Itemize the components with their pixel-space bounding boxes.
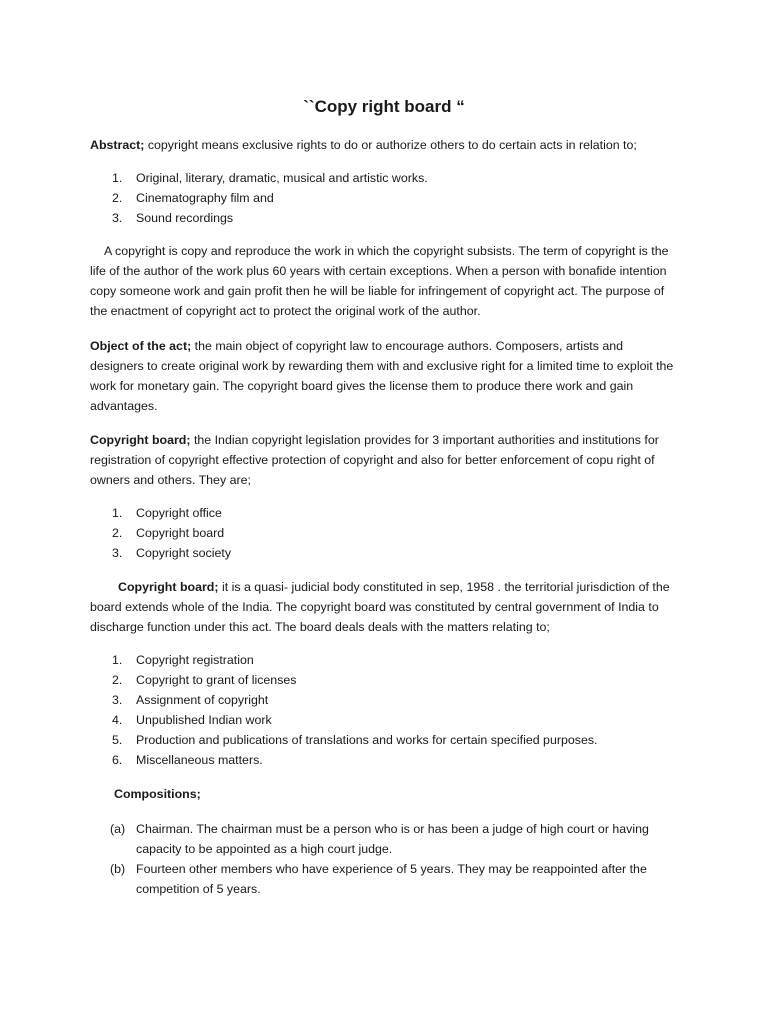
list-item <box>90 690 680 710</box>
list-item <box>90 710 680 730</box>
board-detail-heading: Copyright board; <box>118 580 219 594</box>
authorities-list <box>90 503 680 563</box>
object-heading: Object of the act; <box>90 339 192 353</box>
list-item <box>90 208 680 228</box>
list-item <box>90 670 680 690</box>
abstract-heading: Abstract; <box>90 138 145 152</box>
list-item <box>90 859 680 899</box>
list-item-text: Unpublished Indian work <box>136 713 272 727</box>
list-item-number: 5. <box>112 733 123 747</box>
list-item <box>90 730 680 750</box>
object-paragraph <box>90 336 680 416</box>
list-item-text: Miscellaneous matters. <box>136 753 263 767</box>
document-title: ``Copy right board “ <box>303 97 465 116</box>
list-item-number: 2. <box>112 191 123 205</box>
list-item-text: Original, literary, dramatic, musical and artistic works. <box>136 171 428 185</box>
list-item-number: (b) <box>110 862 126 876</box>
list-item-text: Chairman. The chairman must be a person who is or has been a judge of high court or having capacity to be appointed as a high court judge. <box>136 822 649 856</box>
list-item <box>90 750 680 770</box>
list-item-number: 1. <box>112 653 123 667</box>
list-item <box>90 650 680 670</box>
object-text: the main object of copyright law to encourage authors. Composers, artists and designers to create original work by rewarding them with and exclusive right for a limited time to exploit the work for monetary gain. The copyright board gives the license them to produce there work and gain advantages. <box>90 339 674 413</box>
abstract-text: copyright means exclusive rights to do or authorize others to do certain acts in relation to; <box>144 138 637 152</box>
list-item-text: Copyright to grant of licenses <box>136 673 297 687</box>
list-item-number: 6. <box>112 753 123 767</box>
list-item-number: (a) <box>110 822 126 836</box>
compositions-heading: Compositions; <box>114 787 201 801</box>
list-item-text: Copyright office <box>136 506 222 520</box>
list-item <box>90 543 680 563</box>
list-item <box>90 168 680 188</box>
list-item-text: Copyright registration <box>136 653 254 667</box>
list-item-number: 4. <box>112 713 123 727</box>
list-item-text: Production and publications of translations and works for certain specified purposes. <box>136 733 598 747</box>
list-item <box>90 819 680 859</box>
list-item-text: Copyright society <box>136 546 232 560</box>
board-detail-paragraph <box>90 577 680 637</box>
compositions-list <box>90 819 680 899</box>
list-item-number: 1. <box>112 506 123 520</box>
list-item <box>90 523 680 543</box>
abstract-paragraph <box>90 135 680 155</box>
abstract-body-paragraph: A copyright is copy and reproduce the work in which the copyright subsists. The term of copyright is the life of the author of the work plus 60 years with certain exceptions. When a person with bonafide intention copy someone work and gain profit then he will be liable for infringement of copyright act. The purpose of the enactment of copyright act to protect the original work of the author. <box>90 244 669 318</box>
list-item-text: Cinematography film and <box>136 191 274 205</box>
list-item-text: Assignment of copyright <box>136 693 269 707</box>
list-item <box>90 188 680 208</box>
board-intro-heading: Copyright board; <box>90 433 191 447</box>
list-item-number: 1. <box>112 171 123 185</box>
list-item-text: Copyright board <box>136 526 225 540</box>
list-item-text: Fourteen other members who have experience of 5 years. They may be reappointed after the competition of 5 years. <box>136 862 647 896</box>
list-item-number: 3. <box>112 546 123 560</box>
list-item-number: 3. <box>112 693 123 707</box>
list-item-number: 3. <box>112 211 123 225</box>
list-item <box>90 503 680 523</box>
abstract-list <box>90 168 680 228</box>
board-intro-paragraph <box>90 430 680 490</box>
list-item-number: 2. <box>112 526 123 540</box>
board-detail-text: it is a quasi- judicial body constituted in sep, 1958 . the territorial jurisdiction of the board extends whole of the India. The copyright board was constituted by central government of India to discharge function under this act. The board deals deals with the matters relating to; <box>90 580 670 634</box>
board-intro-text: the Indian copyright legislation provides for 3 important authorities and institutions for registration of copyright effective protection of copyright and also for better enforcement of copu right of owners and others. They are; <box>90 433 659 487</box>
board-matters-list <box>90 650 680 770</box>
list-item-text: Sound recordings <box>136 211 234 225</box>
list-item-number: 2. <box>112 673 123 687</box>
